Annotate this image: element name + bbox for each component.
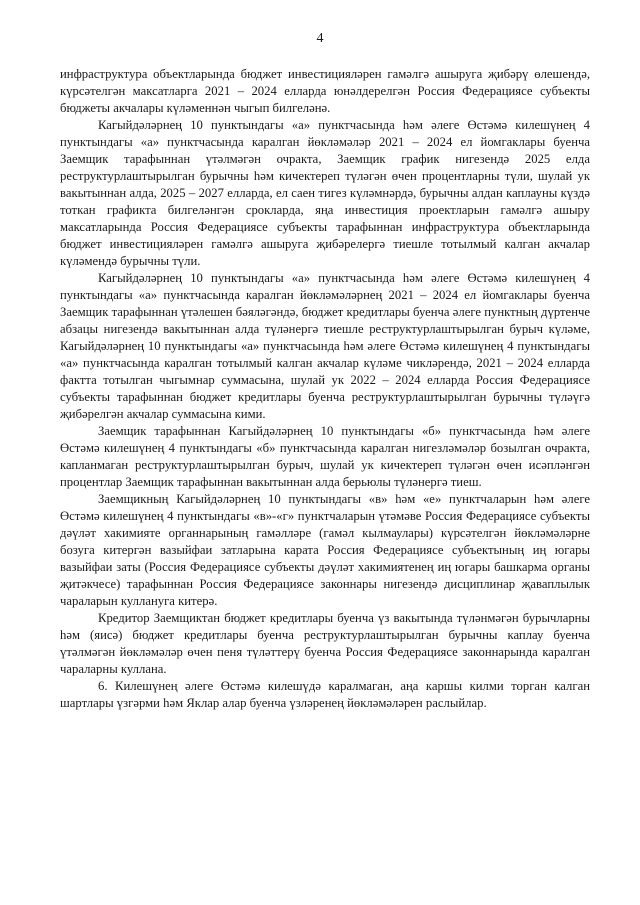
- page-number: 4: [316, 31, 324, 46]
- paragraph-early-repayment: Заемщик тарафыннан Кагыйдәләрнең 10 пунктындагы «б» пунктчасында һәм әлеге Өстәмә килешүнең 4 пунктындагы «б» пунктчасында каралган нигезләмәләр бозылган очракта, капланмаган реструктурлаштырылган бурыч, шулай ук кичектереп түләгән өчен исәпләнгән процентлар Заемщик тарафыннан вакытыннан алда берьюлы түләнергә тиеш.: [60, 424, 590, 489]
- paragraph-clause-6: 6. Килешүнең әлеге Өстәмә килешүдә каралмаган, аңа каршы килми торган калган шартлары үзгәрми һәм Яклар алар буенча үзләренең йөкләмәләрен раслыйлар.: [60, 679, 590, 710]
- paragraph-evaluation: Кагыйдәләрнең 10 пунктындагы «а» пунктчасында һәм әлеге Өстәмә килешүнең 4 пунктындагы «а» пунктчасында каралган йөкләмәләрнең 2021 – 2024 ел йомгаклары буенча Заемщик тарафыннан үтәлешен бәяләгәндә, бюджет кредитлары буенча әлеге пунктның дүртенче абзацы нигезендә вакытыннан алда түләнергә тиешле реструктурлаштырылган бурыч күләме, Кагыйдәләрнең 10 пунктындагы «а» пунктчасында һәм әлеге Өстәмә килешүнең 4 пунктындагы «а» пунктчасында каралган тотылмый калган акчалар күләме чикләрендә, 2021 – 2024 елларда фактта тотылган чыгымнар суммасына, шулай ук 2022 – 2024 елларда Россия Федерациясе субъекты тарафыннан бюджет кредитлары буенча реструктурлаштырылган бурычны түләүгә җибәрелгән акчалар суммасына кими.: [60, 271, 590, 421]
- paragraph-continuation: инфраструктура объектларында бюджет инвестицияләрен гамәлгә ашыруга җибәрү өлешендә, күрсәтелгән максатларга 2021 – 2024 елларда юнәлдерелгән Россия Федерациясе субъекты бюджеты акчалары күләменнән чыгып билгеләнә.: [60, 67, 590, 115]
- document-body: [60, 66, 590, 712]
- paragraph-disciplinary-measures: Заемщикның Кагыйдәләрнең 10 пунктындагы «в» һәм «е» пунктчаларын һәм әлеге Өстәмә килешүнең 4 пунктындагы «в»-«г» пунктчаларын үтәмәве Россия Федерациясе субъекты дәүләт хакимияте органнарының гамәлләре (гамәл кылмаулары) күрсәтелгән йөкләмәләрне бозуга китергән вазыйфаи затларына карата Россия Федерациясе субъектының иң югары вазыйфаи заты (Россия Федерациясе субъекты дәүләт хакимиятенең иң югары башкарма органы җитәкчесе) тарафыннан Россия Федерациясе законнары нигезендә дисциплинар җаваплылык чараларын куллануга китерә.: [60, 492, 590, 608]
- paragraph-unfulfilled-obligations: Кагыйдәләрнең 10 пунктындагы «а» пунктчасында һәм әлеге Өстәмә килешүнең 4 пунктындагы «а» пунктчасында каралган йөкләмәләр 2021 – 2024 ел йомгаклары буенча Заемщик тарафыннан үтәлмәгән очракта, Заемщик график нигезендә 2025 елда реструктурлаштырылган бурычны һәм кичектереп түләгән өчен процентларны түли, шулай ук вакытыннан алда, 2025 – 2027 елларда, ел саен тигез күләмнәрдә, бурычны алдан каплауны күздә тоткан графикта билгеләнгән срокларда, яңа инвестиция проектларын гамәлгә ашыру максатларында Россия Федерациясе субъекты тарафыннан инфраструктура объектларында бюджет инвестицияләрен гамәлгә ашыруга җибәрелергә тиешле тотылмый калган акчалар күләмендә бурычны түли.: [60, 118, 590, 268]
- paragraph-penalties: Кредитор Заемщиктан бюджет кредитлары буенча үз вакытында түләнмәгән бурычларны һәм (яисә) бюджет кредитлары буенча реструктурлаштырылган бурычны каплау буенча үтәлмәгән йөкләмәләр өчен пеня түләттерү буенча Россия Федерациясе законнарында каралган чараларны куллана.: [60, 611, 590, 676]
